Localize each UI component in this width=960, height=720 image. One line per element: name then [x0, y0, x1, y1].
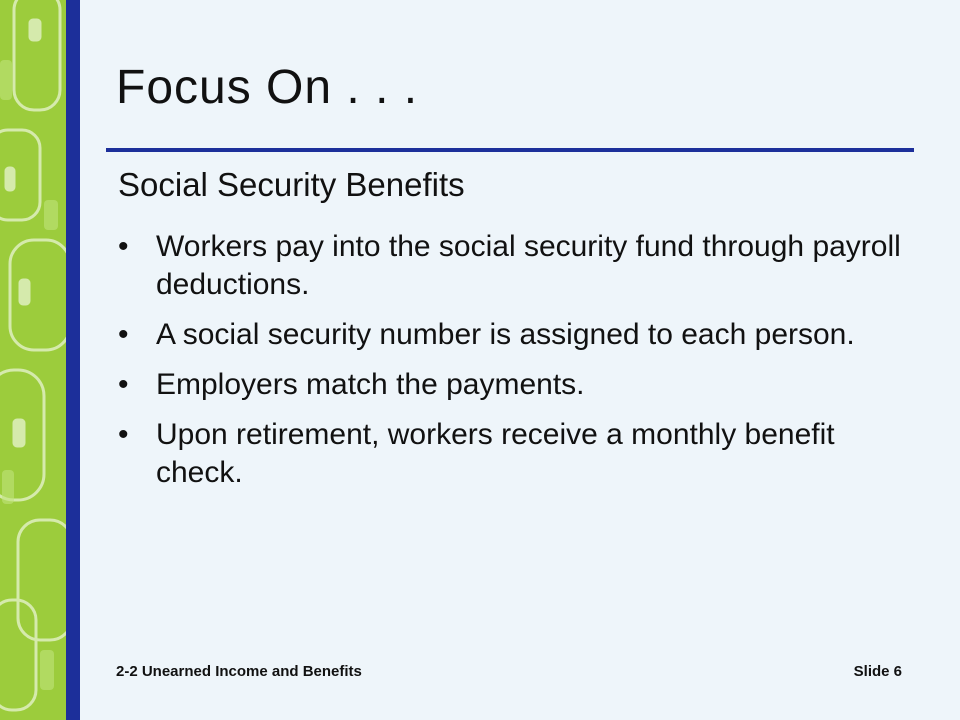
bullet-text: Upon retirement, workers receive a monthly benefit check. [156, 418, 835, 489]
footer-slide-number: Slide 6 [853, 663, 902, 680]
bullet-item [116, 366, 916, 404]
footer-section-label: 2-2 Unearned Income and Benefits [116, 663, 362, 680]
bullet-dot-icon: • [118, 230, 129, 263]
decorative-left-strip [0, 0, 66, 720]
bullet-dot-icon: • [118, 368, 129, 401]
bullet-dot-icon: • [118, 418, 129, 451]
decorative-blue-bar [66, 0, 80, 720]
title-divider [106, 148, 914, 152]
slide-subtitle: Social Security Benefits [118, 166, 465, 203]
bullet-list [116, 228, 916, 504]
bullet-item [116, 228, 916, 304]
slide-title: Focus On . . . [116, 61, 419, 114]
bullet-item [116, 416, 916, 492]
bullet-text: Workers pay into the social security fund through payroll deductions. [156, 230, 901, 301]
bullet-text: Employers match the payments. [156, 368, 585, 401]
bullet-dot-icon: • [118, 318, 129, 351]
bullet-item [116, 316, 916, 354]
abstract-pattern-graphic [0, 0, 66, 720]
bullet-text: A social security number is assigned to each person. [156, 318, 855, 351]
